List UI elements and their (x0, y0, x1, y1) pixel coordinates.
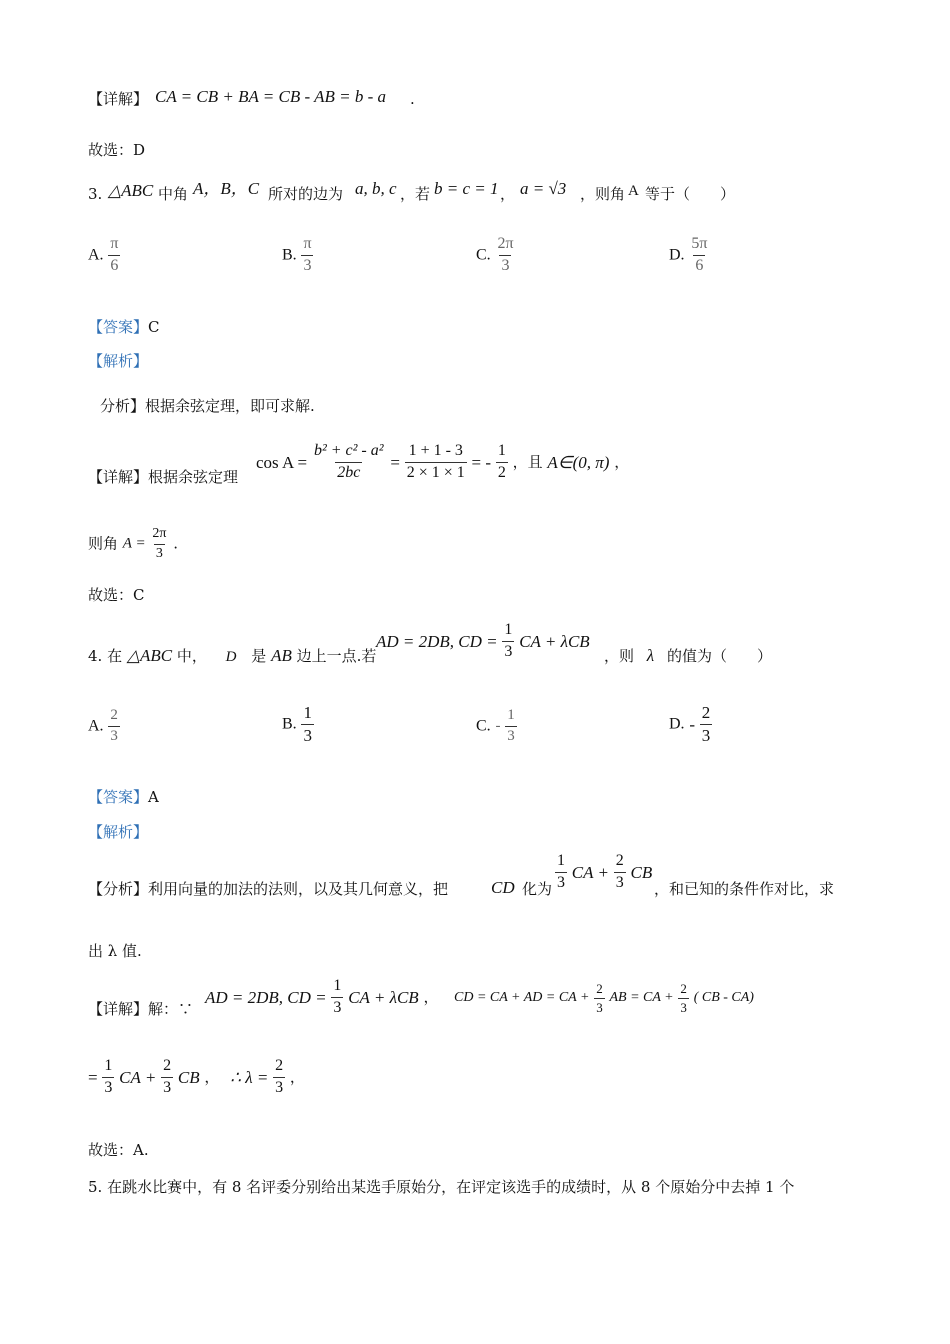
q4-answer (88, 790, 159, 805)
frac-denominator: 3 (163, 1078, 172, 1096)
option-numerator: 1 (303, 703, 312, 722)
frac-numerator: 1 (104, 1057, 113, 1074)
period: . (410, 90, 415, 108)
q4-stem-a (88, 647, 376, 665)
option-numerator: 2 (110, 707, 118, 723)
range: A∈(0, π) (547, 452, 610, 472)
option-denominator: 3 (110, 727, 118, 744)
detail-text: 解：∵ (148, 1000, 194, 1018)
q4-analysis-label: 【解析】 (88, 823, 149, 841)
q4-text-d: 边上一点.若 (296, 647, 377, 665)
q4-analysis-formula (555, 853, 652, 892)
q4-text-b: 中， (176, 647, 207, 665)
q3-text-a: 中角 (158, 185, 189, 203)
choose-d: 故选：D (88, 141, 146, 159)
period: . (173, 534, 178, 553)
answer-value: C (148, 318, 160, 336)
ca-term: CA + (571, 862, 609, 882)
q4-text-a: 在 (107, 647, 123, 665)
q3-angle-a: A (628, 183, 639, 199)
q3-number: 3. (88, 185, 103, 203)
option-label: D. (669, 715, 685, 733)
q4-stem-b (604, 647, 772, 664)
q4-point: D (225, 649, 237, 665)
frac-numerator: 2 (275, 1057, 284, 1074)
comma: ， (614, 452, 630, 471)
q5-text: 5. 在跳水比赛中，有 8 名评委分别给出某选手原始分，在评定该选手的成绩时，从 8 个原始分中去掉 1 个 (88, 1178, 795, 1196)
comma: ， (289, 1067, 305, 1086)
answer-label: 【答案】 (88, 788, 149, 806)
q4-option-d (669, 704, 712, 745)
frac-denominator: 3 (504, 642, 513, 660)
vector-equation: CA = CB + BA = CB - AB = b - a (155, 87, 386, 106)
frac-numerator: 2 (163, 1057, 172, 1074)
frac-denominator: 3 (104, 1078, 113, 1096)
q3-cond2: a = √3 (520, 179, 567, 198)
option-numerator: 1 (507, 707, 515, 723)
frac-denominator: 3 (275, 1078, 284, 1096)
q3-angles: A，B，C (193, 179, 260, 198)
comma: ， (204, 1067, 220, 1086)
option-label: A. (88, 717, 104, 735)
q3-answer (88, 320, 160, 335)
option-denominator: 6 (110, 256, 119, 274)
frac-numerator: 2π (152, 526, 167, 541)
frac-denominator: 2bc (337, 463, 361, 481)
cond-b: CA + λCB (519, 631, 590, 651)
option-sign: - (689, 714, 696, 734)
q3-option-a (88, 236, 120, 275)
frac-numerator: 1 (333, 977, 342, 994)
cos-lhs: cos A = (256, 452, 308, 472)
q3-text-d: ，则角 (580, 185, 626, 203)
frac-numerator: 1 + 1 - 3 (408, 442, 463, 459)
q4-option-a (88, 708, 120, 745)
frac-numerator: 1 (504, 621, 513, 638)
q4-triangle: △ABC (126, 646, 173, 665)
answer-label: 【答案】 (88, 318, 149, 336)
cb-term: CB (177, 1067, 200, 1087)
option-denominator: 3 (303, 256, 312, 274)
cond-a: AD = 2DB, CD = (376, 631, 498, 651)
frac-denominator: 3 (596, 999, 603, 1015)
q3-result (88, 527, 178, 561)
option-numerator: π (110, 235, 119, 252)
option-numerator: 5π (691, 235, 708, 252)
lambda: λ (646, 646, 655, 665)
detail-label: 【详解】 (88, 1000, 149, 1018)
q4-analysis-c: ，和已知的条件作对比，求 (654, 880, 835, 898)
eq-c: ( CB - CA) (693, 990, 754, 1006)
therefore: ∴ λ = (230, 1067, 269, 1087)
q4-seg: AB (271, 646, 292, 665)
q4-analysis-a: 【分析】利用向量的加法的法则，以及其几何意义，把 (88, 880, 449, 898)
q4-analysis-d: 出 λ 值. (88, 942, 142, 960)
q3-text-e: 等于（ ） (645, 185, 736, 203)
frac-denominator: 3 (155, 545, 163, 561)
frac-numerator: 1 (557, 852, 565, 869)
q4-option-b (282, 704, 314, 745)
q4-detail-line2 (88, 1058, 305, 1097)
frac-denominator: 3 (615, 873, 624, 891)
option-denominator: 3 (501, 256, 510, 274)
q3-text-b: 所对的边为 (268, 185, 344, 203)
q4-text-c: 是 (251, 647, 267, 665)
q3-comma: ， (500, 185, 516, 203)
q3-option-b (282, 236, 314, 275)
q4-text-e: ，则 (604, 647, 635, 665)
option-label: B. (282, 715, 297, 733)
option-denominator: 3 (303, 725, 312, 745)
q3-option-d (669, 236, 709, 275)
comma: ， (423, 987, 439, 1006)
equals: = (390, 452, 400, 472)
frac-numerator: 1 (497, 442, 506, 459)
q4-option-c (476, 708, 517, 745)
q4-detail-equation (454, 982, 754, 1014)
q3-option-c (476, 236, 516, 275)
option-numerator: 2π (497, 235, 514, 252)
option-label: C. (476, 246, 491, 264)
then-text: 则角 (88, 534, 119, 553)
q4-analysis-b: 化为 (522, 880, 553, 898)
option-label: B. (282, 246, 297, 264)
frac-numerator: 2 (596, 981, 603, 996)
detail-label: 【详解】 (88, 90, 149, 108)
frac-denominator: 3 (333, 998, 342, 1016)
equals: = (88, 1067, 98, 1087)
frac-numerator: 2 (615, 852, 624, 869)
frac-numerator: 2 (680, 981, 687, 996)
ca-term: CA + (119, 1067, 157, 1087)
option-label: C. (476, 717, 491, 735)
q3-analysis-label: 【解析】 (88, 352, 149, 370)
q4-detail-label (88, 1002, 193, 1017)
option-label: A. (88, 246, 104, 264)
q4-detail-condition (205, 978, 438, 1017)
q3-cosine-formula (256, 443, 629, 482)
detail-text: 根据余弦定理 (148, 468, 239, 486)
option-sign: - (495, 717, 501, 734)
q3-cond1: b = c = 1 (434, 179, 499, 198)
frac-denominator: 2 × 1 × 1 (406, 463, 465, 481)
eq-b: AB = CA + (609, 990, 674, 1006)
frac-denominator: 3 (680, 999, 687, 1015)
q3-triangle: △ABC (108, 181, 154, 200)
q4-choose: 故选：A. (88, 1141, 149, 1159)
q4-text-f: 的值为（ ） (666, 647, 772, 665)
q3-text-c: ，若 (400, 185, 431, 203)
answer-value: A (148, 788, 159, 806)
frac-denominator: 2 (497, 463, 506, 481)
option-numerator: 2 (701, 703, 711, 722)
frac-numerator: b² + c² - a² (313, 442, 384, 459)
q3-detail-label (88, 470, 238, 485)
option-numerator: π (303, 235, 312, 252)
q4-cd: CD (491, 878, 515, 897)
option-denominator: 6 (695, 256, 704, 274)
option-label: D. (669, 246, 685, 264)
equals-minus: = - (471, 452, 492, 472)
cb-term: CB (630, 862, 653, 882)
and-text: ，且 (512, 452, 543, 471)
option-denominator: 3 (701, 725, 711, 745)
result-lhs: A = (122, 535, 146, 552)
option-denominator: 3 (507, 727, 515, 744)
detail-label: 【详解】 (88, 468, 149, 486)
q3-choose: 故选：C (88, 586, 145, 604)
q3-analysis: 分析】根据余弦定理，即可求解. (100, 397, 315, 415)
cond-a: AD = 2DB, CD = (205, 987, 327, 1007)
frac-denominator: 3 (557, 873, 565, 891)
q3-sides: a, b, c (355, 179, 397, 198)
q4-number: 4. (88, 647, 103, 665)
cond-b: CA + λCB (348, 987, 419, 1007)
eq-a: CD = CA + AD = CA + (454, 990, 590, 1006)
q4-condition (376, 622, 590, 661)
